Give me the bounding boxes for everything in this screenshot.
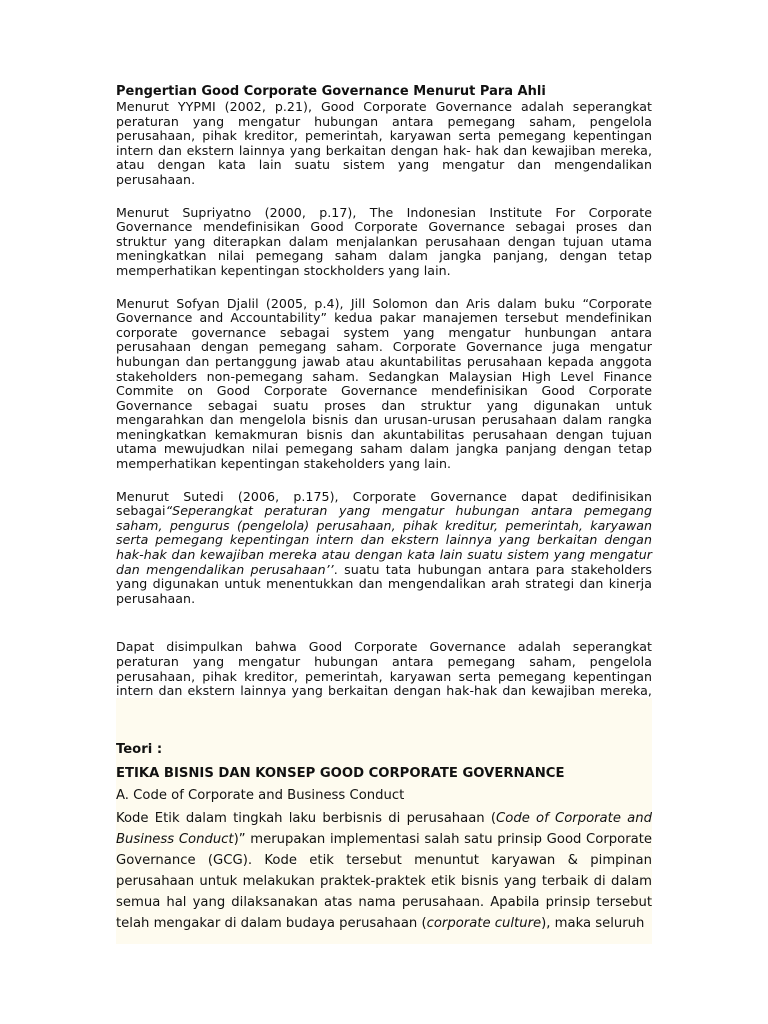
paragraph-sutedi — [116, 490, 652, 607]
sutedi-quote: “Seperangkat peraturan yang mengatur hubungan antara pemegang saham, pengurus (pengelola) perusahaan, pihak kreditur, pemerintah, karyawan serta pemegang kepentingan intern dan ekstern lainnya yang berkaitan dengan hak-hak dan kewajiban mereka atau dengan kata lain suatu sistem yang mengatur dan mengendalikan perusahaan’’ — [116, 503, 652, 577]
teori-italic-1: Code of Corporate and Business Conduct — [116, 811, 652, 847]
document-heading: Pengertian Good Corporate Governance Menurut Para Ahli — [116, 84, 546, 99]
paragraph-supriyatno: Menurut Supriyatno (2000, p.17), The Indonesian Institute For Corporate Governance mendefinisikan Good Corporate Governance sebagai proses dan struktur yang diterapkan dalam menjalankan perusahaan dengan tujuan utama meningkatkan nilai pemegang saham dalam jangka panjang, dengan tetap memperhatikan kepentingan stockholders yang lain. — [116, 204, 652, 278]
document-body — [116, 84, 652, 746]
sutedi-lead: Menurut Sutedi (2006, p.175), Corporate Governance dapat dedifinisikan sebagai — [116, 488, 652, 519]
teori-italic-2: corporate culture — [426, 916, 542, 931]
teori-text-3: ), maka seluruh — [541, 916, 645, 931]
teori-section — [116, 742, 652, 934]
teori-title: Teori : — [116, 742, 163, 757]
teori-section-a-heading: A. Code of Corporate and Business Conduct — [116, 788, 405, 803]
teori-subtitle: ETIKA BISNIS DAN KONSEP GOOD CORPORATE GOVERNANCE — [116, 766, 565, 781]
teori-text-1: Kode Etik dalam tingkah laku berbisnis di perusahaan ( — [116, 811, 497, 826]
sutedi-tail: . suatu tata hubungan antara para stakeholders yang digunakan untuk menentukkan dan mengendalikan arah strategi dan kinerja perusahaan. — [116, 561, 652, 606]
paragraph-conclusion: Dapat disimpulkan bahwa Good Corporate Governance adalah seperangkat peraturan yang mengatur hubungan antara pemegang saham, pengelola perusahaan, pihak kreditor, pemerintah, karyawan serta pemegang kepentingan intern dan ekstern lainnya yang berkaitan dengan hak-hak dan kewajiban mereka, — [116, 639, 652, 699]
paragraph-yypmi: Menurut YYPMI (2002, p.21), Good Corporate Governance adalah seperangkat peraturan yang mengatur hubungan antara pemegang saham, pengelola perusahaan, pihak kreditor, pemerintah, karyawan serta pemegang kepentingan intern dan ekstern lainnya yang berkaitan dengan hak- hak dan kewajiban mereka, atau dengan kata lain suatu sistem yang mengatur dan mengendalikan perusahaan. — [116, 99, 652, 187]
paragraph-sofyan-djalil: Menurut Sofyan Djalil (2005, p.4), Jill Solomon dan Aris dalam buku “Corporate Governance and Accountability” kedua pakar manajemen tersebut mendefinikan corporate governance sebagai system yang mengatur hunbungan antara perusahaan dengan pemegang saham. Corporate Governance juga mengatur hubungan dan pertanggung jawab atau akuntabilitas perusahaan kepada anggota stakeholders non-pemegang saham. Sedangkan Malaysian High Level Finance Commite on Good Corporate Governance mendefinisikan Good Corporate Governance sebagai suatu proses dan struktur yang digunakan untuk mengarahkan dan mengelola bisnis dan urusan-urusan perusahaan dalam rangka meningkatkan kemakmuran bisnis dan akuntabilitas perusahaan dengan tujuan utama mewujudkan nilai pemegang saham dalam jangka panjang dengan tetap memperhatikan kepentingan stakeholders yang lain. — [116, 295, 652, 472]
teori-paragraph — [116, 808, 652, 934]
teori-text-2: )” merupakan implementasi salah satu prinsip Good Corporate Governance (GCG). Kode etik tersebut menuntut karyawan & pimpinan perusahaan untuk melakukan praktek-praktek etik bisnis yang terbaik di dalam semua hal yang dilaksanakan atas nama perusahaan. Apabila prinsip tersebut telah mengakar di dalam budaya perusahaan ( — [116, 832, 652, 931]
